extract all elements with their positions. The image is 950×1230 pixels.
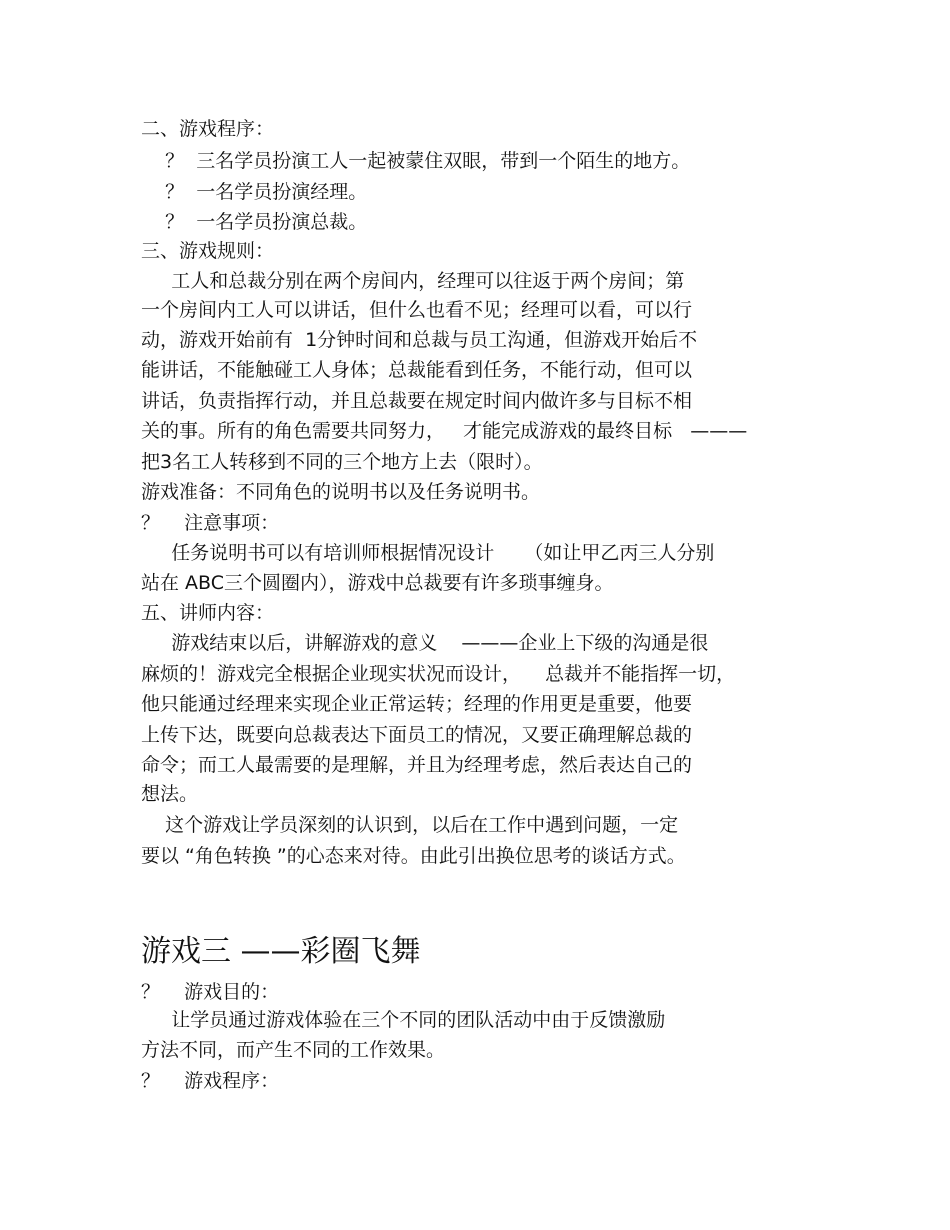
- paragraph-line: 把3名工人转移到不同的三个地方上去（限时）。: [141, 451, 543, 473]
- paragraph-line: 方法不同，而产生不同的工作效果。: [141, 1039, 446, 1061]
- paragraph-line: 关的事。所有的角色需要共同努力， 才能完成游戏的最终目标 ———: [141, 420, 748, 442]
- paragraph-line: 命令；而工人最需要的是理解，并且为经理考虑，然后表达自己的: [141, 754, 693, 776]
- paragraph-line: 游戏准备：不同角色的说明书以及任务说明书。: [141, 481, 541, 503]
- paragraph-line: 想法。: [141, 783, 199, 805]
- paragraph-line: 任务说明书可以有培训师根据情况设计 （如让甲乙丙三人分别: [141, 542, 715, 564]
- paragraph-line: 他只能通过经理来实现企业正常运转；经理的作用更是重要，他要: [141, 693, 693, 715]
- paragraph-line: 能讲话，不能触碰工人身体；总裁能看到任务，不能行动，但可以: [141, 359, 693, 381]
- paragraph-line: 工人和总裁分别在两个房间内，经理可以往返于两个房间；第: [141, 270, 685, 292]
- paragraph-line: 讲话，负责指挥行动，并且总裁要在规定时间内做许多与目标不相: [141, 390, 693, 412]
- game-title: 游戏三 ——彩圈飞舞: [141, 934, 421, 969]
- paragraph-line: 要以 “角色转换 ”的心态来对待。由此引出换位思考的谈话方式。: [141, 845, 686, 867]
- section-heading: 二、游戏程序：: [141, 118, 275, 140]
- section-heading: ？ 游戏目的：: [141, 981, 280, 1003]
- paragraph-line: 让学员通过游戏体验在三个不同的团队活动中由于反馈激励: [141, 1009, 666, 1031]
- section-heading: ？ 注意事项：: [141, 512, 280, 534]
- section-heading: ？ 游戏程序：: [141, 1070, 280, 1092]
- section-heading: 三、游戏规则：: [141, 240, 275, 262]
- paragraph-line: 动，游戏开始前有 1分钟时间和总裁与员工沟通，但游戏开始后不: [141, 329, 698, 351]
- bullet-item: ？ 一名学员扮演经理。: [141, 181, 368, 203]
- bullet-item: ？ 一名学员扮演总裁。: [141, 211, 368, 233]
- paragraph-line: 上传下达，既要向总裁表达下面员工的情况，又要正确理解总裁的: [141, 724, 693, 746]
- paragraph-line: 一个房间内工人可以讲话，但什么也看不见；经理可以看，可以行: [141, 299, 693, 321]
- paragraph-line: 这个游戏让学员深刻的认识到，以后在工作中遇到问题，一定: [141, 814, 679, 836]
- paragraph-line: 站在 ABC三个圆圈内），游戏中总裁要有许多琐事缠身。: [141, 572, 614, 594]
- bullet-item: ？ 三名学员扮演工人一起被蒙住双眼，带到一个陌生的地方。: [141, 150, 691, 172]
- section-heading: 五、讲师内容：: [141, 602, 275, 624]
- paragraph-line: 麻烦的！游戏完全根据企业现实状况而设计， 总裁并不能指挥一切，: [141, 663, 736, 685]
- paragraph-line: 游戏结束以后，讲解游戏的意义 ———企业上下级的沟通是很: [141, 632, 709, 654]
